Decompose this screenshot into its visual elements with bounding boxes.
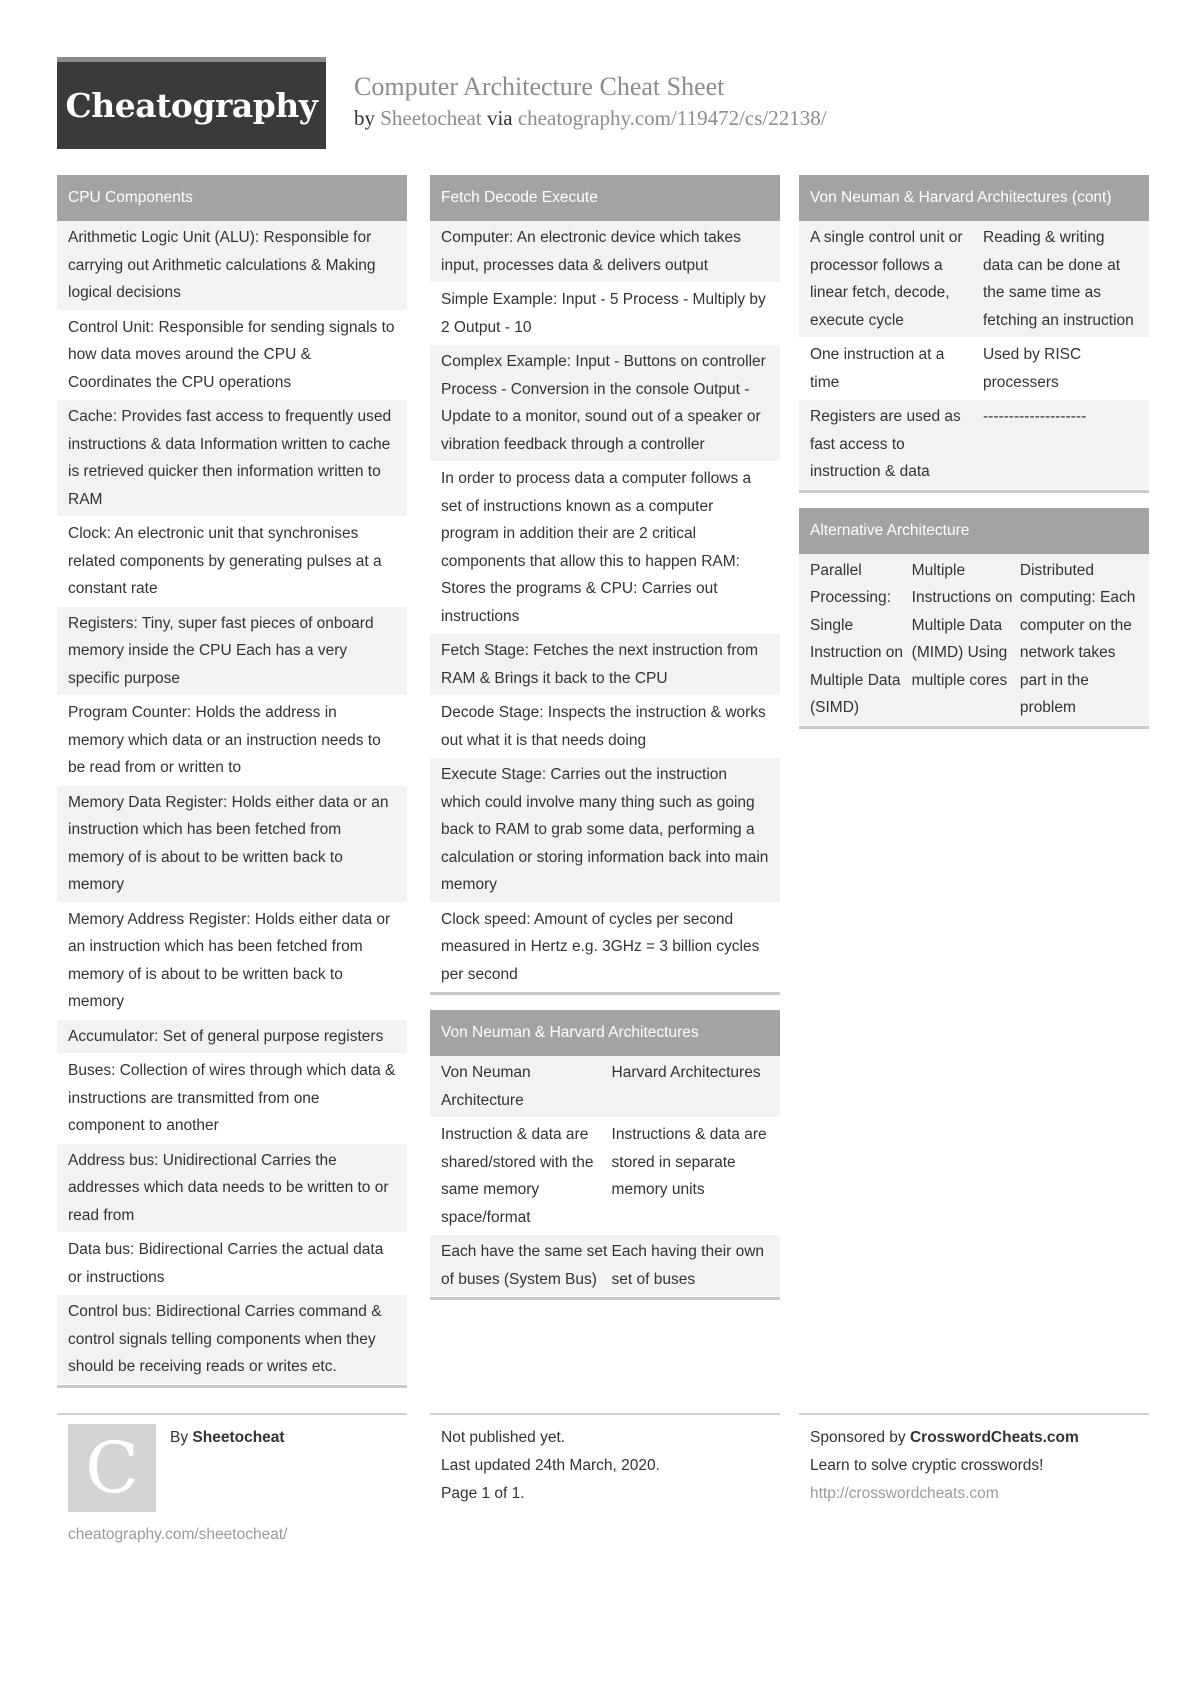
list-item: Program Counter: Holds the address in memory which data or an instruction needs to be read from or written to — [57, 696, 407, 786]
list-item: Accumulator: Set of general purpose registers — [57, 1020, 407, 1055]
table-row — [799, 221, 1149, 338]
table-row — [799, 338, 1149, 400]
list-item: Computer: An electronic device which takes input, processes data & delivers output — [430, 221, 780, 283]
footer-published: Not published yet. — [441, 1429, 566, 1446]
table-cell: Used by RISC processers — [983, 346, 1082, 391]
page-subtitle — [354, 106, 827, 131]
alternative-architecture-box — [799, 508, 1149, 729]
table-cell: Instructions & data are stored in separate memory units — [611, 1126, 767, 1198]
table-row — [430, 1235, 780, 1297]
list-item: Memory Data Register: Holds either data or an instruction which has been fetched from memory of is about to be written back to memory — [57, 786, 407, 903]
column-2 — [430, 175, 780, 1315]
list-item: Address bus: Unidirectional Carries the addresses which data needs to be written to or read from — [57, 1144, 407, 1234]
list-item: Arithmetic Logic Unit (ALU): Responsible for carrying out Arithmetic calculations & Making logical decisions — [57, 221, 407, 311]
footer-sponsor — [810, 1424, 1079, 1452]
footer-divider — [430, 1413, 780, 1415]
table-row — [430, 1118, 780, 1235]
table-cell: Von Neuman Architecture — [441, 1064, 531, 1109]
cpu-components-box — [57, 175, 407, 1388]
list-item: Complex Example: Input - Buttons on controller Process - Conversion in the console Output - Update to a monitor, sound out of a speaker or vibration feedback through a controller — [430, 345, 780, 462]
list-item: Control Unit: Responsible for sending signals to how data moves around the CPU & Coordinates the CPU operations — [57, 311, 407, 401]
author-link[interactable]: Sheetocheat — [380, 106, 482, 130]
table-cell: Parallel Processing: Single Instruction on Multiple Data (SIMD) — [810, 561, 904, 716]
by-label: by — [354, 106, 375, 130]
footer-profile-link[interactable]: cheatography.com/sheetocheat/ — [68, 1526, 288, 1543]
footer-by-label: By — [170, 1429, 189, 1446]
table-cell: Multiple Instructions on Multiple Data (MIMD) Using multiple cores — [911, 561, 1013, 689]
box-title: Alternative Architecture — [799, 508, 1149, 554]
table-cell: Each have the same set of buses (System Bus) — [441, 1243, 608, 1288]
footer-divider — [57, 1413, 407, 1415]
page-title: Computer Architecture Cheat Sheet — [354, 72, 725, 101]
list-item: Registers: Tiny, super fast pieces of onboard memory inside the CPU Each has a very specific purpose — [57, 607, 407, 697]
table-cell: Each having their own set of buses — [611, 1243, 765, 1288]
table-row — [799, 554, 1149, 726]
sponsor-url-link[interactable]: http://crosswordcheats.com — [810, 1485, 999, 1502]
footer-author — [170, 1424, 285, 1452]
list-item: Buses: Collection of wires through which data & instructions are transmitted from one component to another — [57, 1054, 407, 1144]
list-item: Memory Address Register: Holds either data or an instruction which has been fetched from memory of is about to be written back to memory — [57, 903, 407, 1020]
footer-page: Page 1 of 1. — [441, 1485, 525, 1502]
list-item: Clock speed: Amount of cycles per second measured in Hertz e.g. 3GHz = 3 billion cycles per second — [430, 903, 780, 993]
list-item: Cache: Provides fast access to frequently used instructions & data Information written to cache is retrieved quicker then information written to RAM — [57, 400, 407, 517]
list-item: Decode Stage: Inspects the instruction & works out what it is that needs doing — [430, 696, 780, 758]
table-cell: Distributed computing: Each computer on the network takes part in the problem — [1019, 561, 1136, 716]
avatar-letter: C — [85, 1427, 139, 1509]
list-item: Data bus: Bidirectional Carries the actual data or instructions — [57, 1233, 407, 1295]
table-cell: Reading & writing data can be done at the same time as fetching an instruction — [983, 229, 1134, 329]
footer-author-link[interactable]: Sheetocheat — [192, 1429, 285, 1446]
table-cell: One instruction at a time — [810, 346, 945, 391]
table-row — [430, 1056, 780, 1118]
footer-updated: Last updated 24th March, 2020. — [441, 1457, 660, 1474]
table-cell: Instruction & data are shared/stored with the same memory space/format — [441, 1126, 594, 1226]
footer-divider — [799, 1413, 1149, 1415]
box-title: Von Neuman & Harvard Architectures (cont) — [799, 175, 1149, 221]
von-neuman-harvard-cont-box — [799, 175, 1149, 493]
box-title: Fetch Decode Execute — [430, 175, 780, 221]
table-cell: -------------------- — [983, 408, 1087, 425]
fetch-decode-execute-box — [430, 175, 780, 995]
table-cell: Registers are used as fast access to instruction & data — [810, 408, 961, 480]
von-neuman-harvard-box — [430, 1010, 780, 1300]
column-1 — [57, 175, 407, 1403]
box-title: Von Neuman & Harvard Architectures — [430, 1010, 780, 1056]
list-item: Control bus: Bidirectional Carries command & control signals telling components when they should be receiving reads or writes etc. — [57, 1295, 407, 1385]
column-3 — [799, 175, 1149, 744]
author-avatar[interactable] — [68, 1424, 156, 1512]
via-label: via — [486, 106, 513, 130]
list-item: Simple Example: Input - 5 Process - Multiply by 2 Output - 10 — [430, 283, 780, 345]
box-title: CPU Components — [57, 175, 407, 221]
sponsor-link[interactable]: CrosswordCheats.com — [909, 1429, 1079, 1446]
logo-text: Cheatography — [65, 86, 318, 125]
list-item: Execute Stage: Carries out the instruction which could involve many thing such as going back to RAM to grab some data, performing a calculation or storing information back into main memory — [430, 758, 780, 903]
list-item: Fetch Stage: Fetches the next instruction from RAM & Brings it back to the CPU — [430, 634, 780, 696]
list-item: In order to process data a computer follows a set of instructions known as a computer program in addition their are 2 critical components that allow this to happen RAM: Stores the programs & CPU: Carries out instructions — [430, 462, 780, 634]
list-item: Clock: An electronic unit that synchronises related components by generating pulses at a constant rate — [57, 517, 407, 607]
sheet-url-link[interactable]: cheatography.com/119472/cs/22138/ — [517, 106, 827, 130]
cheatography-logo[interactable] — [57, 57, 326, 149]
table-row — [799, 400, 1149, 490]
sponsor-tagline: Learn to solve cryptic crosswords! — [810, 1457, 1044, 1474]
table-cell: A single control unit or processor follows a linear fetch, decode, execute cycle — [810, 229, 963, 329]
table-cell: Harvard Architectures — [611, 1064, 761, 1081]
sponsor-prefix: Sponsored by — [810, 1429, 906, 1446]
